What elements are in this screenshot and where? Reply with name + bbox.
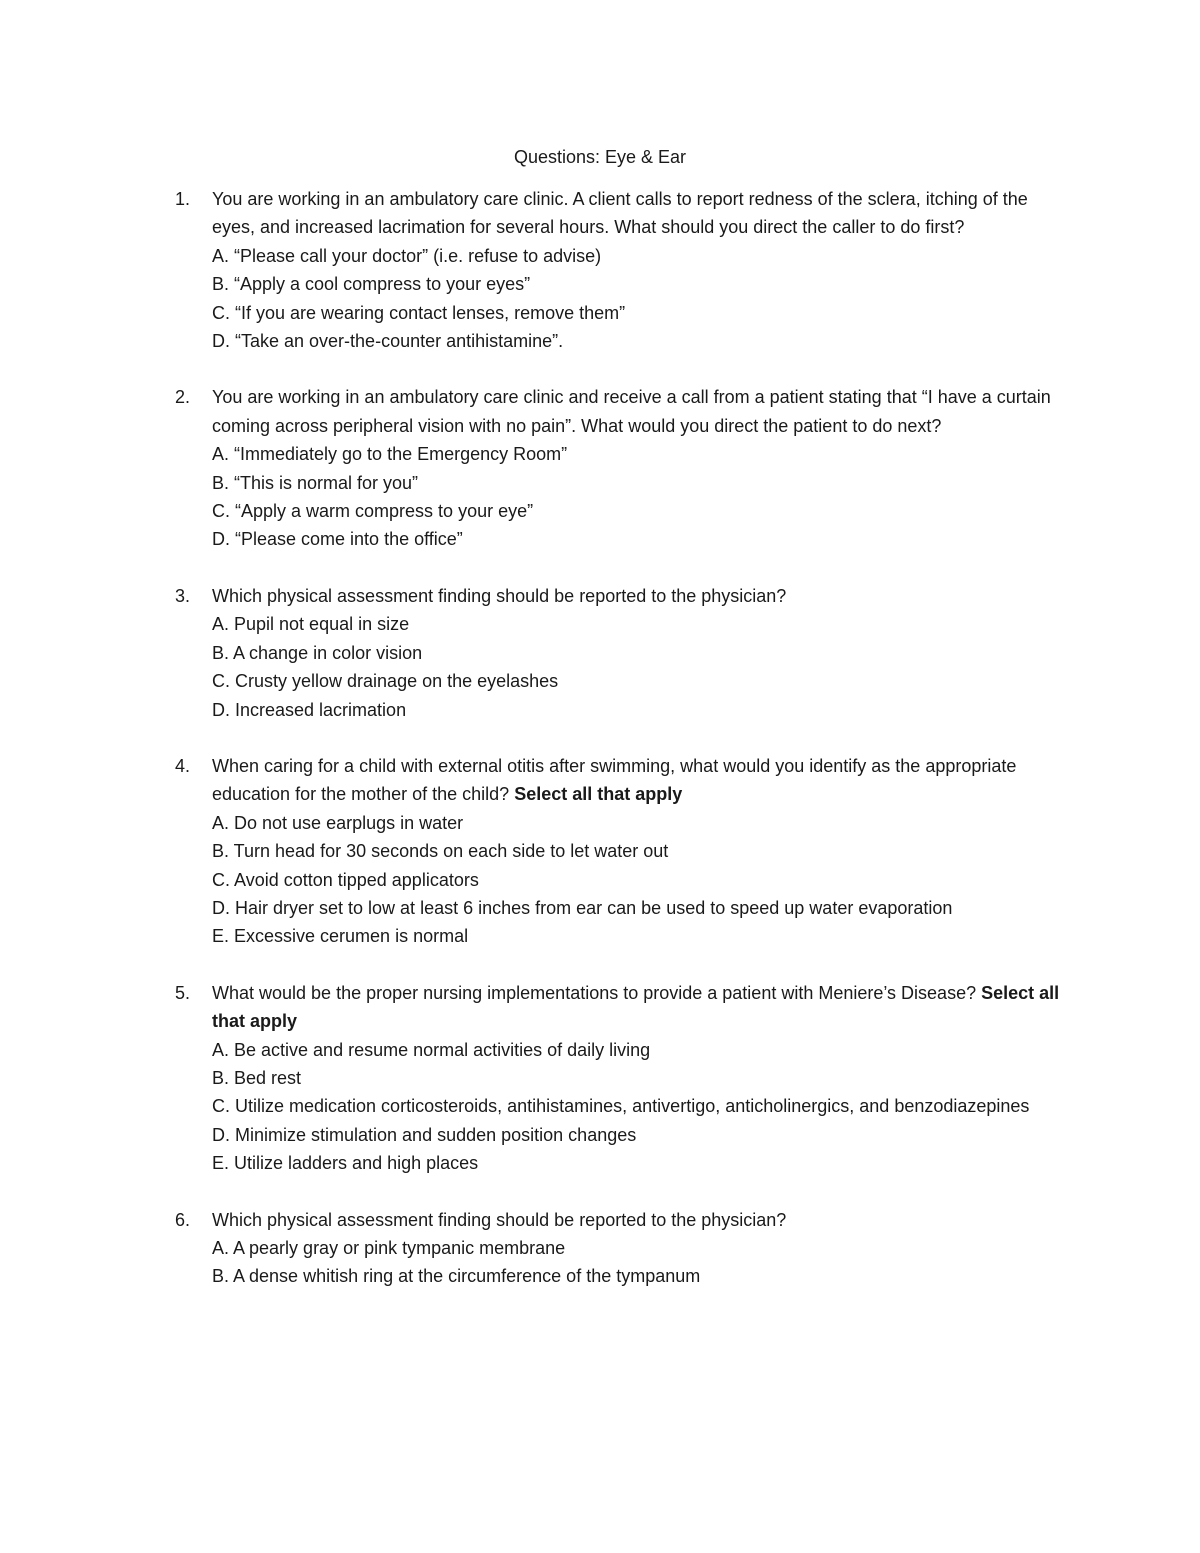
question-number: 5. bbox=[175, 982, 191, 1003]
question-number: 1. bbox=[175, 189, 191, 209]
option-d: D. Increased lacrimation bbox=[212, 699, 407, 720]
option-list bbox=[212, 440, 1060, 554]
option-c: C. Crusty yellow drainage on the eyelashes bbox=[212, 671, 559, 692]
question-text: Which physical assessment finding should be reported to the physician? bbox=[212, 585, 787, 606]
option-list bbox=[212, 809, 1060, 951]
option-a: A. A pearly gray or pink tympanic membrane bbox=[212, 1238, 566, 1258]
option-a: A. Do not use earplugs in water bbox=[212, 812, 464, 833]
question-number: 4. bbox=[175, 755, 191, 776]
option-d: D. “Take an over-the-counter antihistamine”. bbox=[212, 331, 564, 352]
option-d: D. “Please come into the office” bbox=[212, 529, 463, 550]
question-1 bbox=[0, 185, 1200, 355]
option-b: B. A change in color vision bbox=[212, 642, 423, 663]
option-a: A. “Immediately go to the Emergency Room” bbox=[212, 444, 568, 465]
question-3 bbox=[0, 582, 1200, 724]
option-list bbox=[212, 1234, 1060, 1291]
select-all-instruction: Select all that apply bbox=[212, 982, 1060, 1032]
option-c: C. “Apply a warm compress to your eye” bbox=[212, 501, 534, 522]
question-2 bbox=[0, 383, 1200, 553]
question-text: Which physical assessment finding should be reported to the physician? bbox=[212, 1209, 787, 1230]
question-6 bbox=[0, 1206, 1200, 1291]
option-d: D. Minimize stimulation and sudden position changes bbox=[212, 1124, 637, 1145]
question-number: 6. bbox=[175, 1209, 191, 1230]
option-b: B. Turn head for 30 seconds on each side to let water out bbox=[212, 841, 669, 862]
question-text: You are working in an ambulatory care clinic. A client calls to report redness of the sclera, itching of the eyes, and increased lacrimation for several hours. What should you direct the caller to do first? bbox=[212, 189, 1028, 238]
option-c: C. “If you are wearing contact lenses, remove them” bbox=[212, 302, 626, 323]
question-4 bbox=[0, 752, 1200, 951]
question-list bbox=[0, 185, 1200, 1319]
option-c: C. Avoid cotton tipped applicators bbox=[212, 869, 479, 890]
option-a: A. Pupil not equal in size bbox=[212, 614, 410, 635]
option-b: B. “Apply a cool compress to your eyes” bbox=[212, 274, 531, 295]
option-b: B. A dense whitish ring at the circumference of the tympanum bbox=[212, 1266, 701, 1287]
document-title: Questions: Eye & Ear bbox=[513, 147, 687, 167]
select-all-instruction: Select all that apply bbox=[514, 784, 683, 805]
option-a: A. “Please call your doctor” (i.e. refuse to advise) bbox=[212, 245, 602, 266]
question-5 bbox=[0, 979, 1200, 1178]
question-number: 3. bbox=[175, 585, 191, 606]
question-number: 2. bbox=[175, 387, 191, 408]
question-text: When caring for a child with external otitis after swimming, what would you identify as the appropriate education for the mother of the child? Select all that apply bbox=[212, 755, 1017, 805]
option-d: D. Hair dryer set to low at least 6 inches from ear can be used to speed up water evaporation bbox=[212, 897, 953, 918]
option-b: B. Bed rest bbox=[212, 1067, 302, 1088]
option-e: E. Utilize ladders and high places bbox=[212, 1153, 479, 1174]
question-text: What would be the proper nursing implementations to provide a patient with Meniere’s Disease? Select all that apply bbox=[212, 982, 1060, 1032]
option-c: C. Utilize medication corticosteroids, antihistamines, antivertigo, anticholinergics, and benzodiazepines bbox=[212, 1096, 1030, 1117]
option-list bbox=[212, 610, 1060, 724]
option-list bbox=[212, 242, 1060, 356]
option-a: A. Be active and resume normal activities of daily living bbox=[212, 1039, 651, 1060]
question-text: You are working in an ambulatory care clinic and receive a call from a patient stating that “I have a curtain coming across peripheral vision with no pain”. What would you direct the patient to do next? bbox=[212, 387, 1051, 436]
option-list bbox=[212, 1036, 1060, 1178]
option-b: B. “This is normal for you” bbox=[212, 472, 419, 493]
option-e: E. Excessive cerumen is normal bbox=[212, 926, 469, 947]
